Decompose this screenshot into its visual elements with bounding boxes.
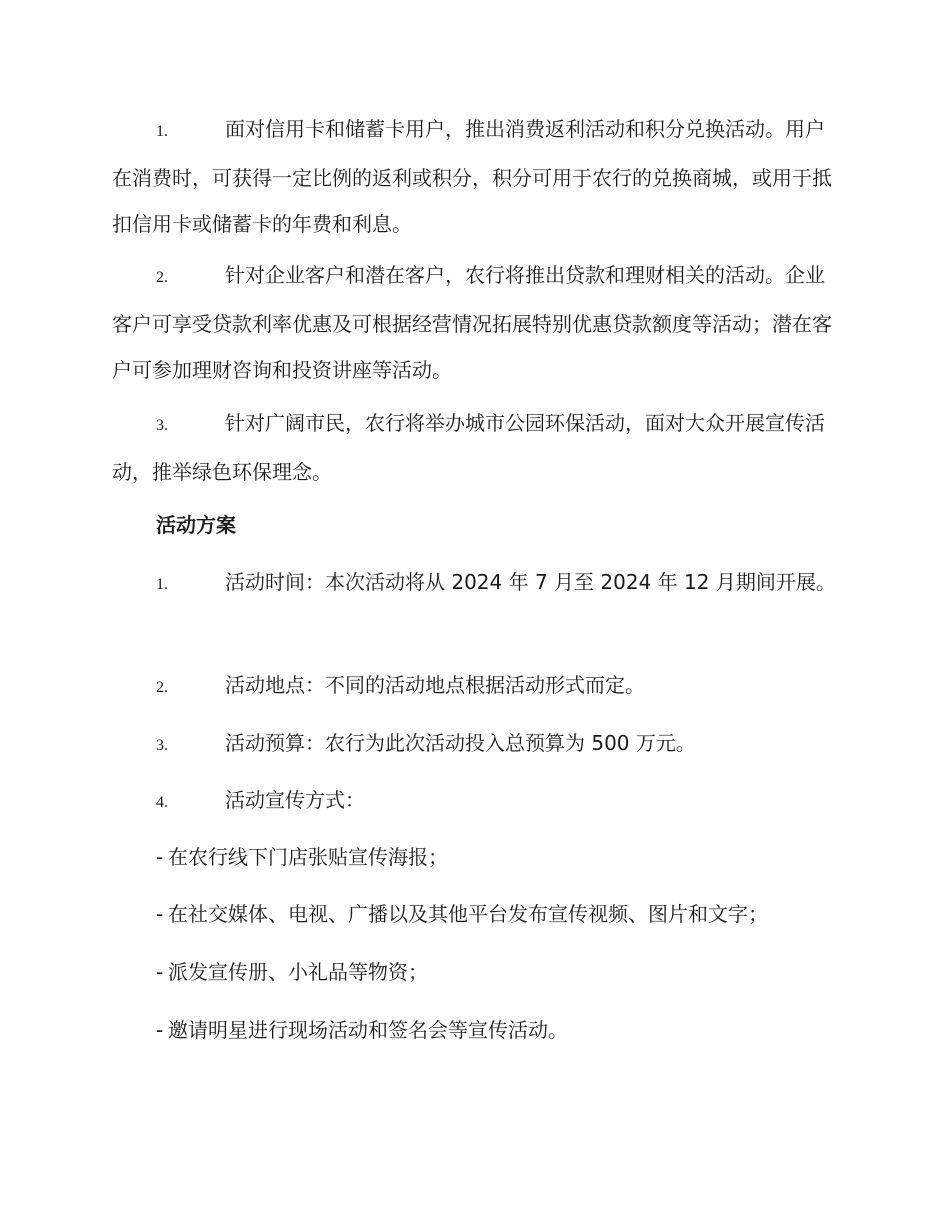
item-text: 活动预算：农行为此次活动投入总预算为 500 万元。 (225, 731, 696, 755)
intro-item-1 (112, 106, 842, 247)
item-number: 1. (156, 576, 168, 593)
item-text: 活动宣传方式： (225, 788, 365, 812)
plan-item-1 (112, 559, 842, 608)
intro-item-2 (112, 252, 842, 393)
item-text: 活动时间：本次活动将从 2024 年 7 月至 2024 年 12 月期间开展。 (225, 570, 836, 594)
bullet-text: 在农行线下门店张贴宣传海报； (168, 845, 448, 869)
bullet-item-3 (156, 949, 428, 995)
section-heading: 活动方案 (156, 513, 236, 537)
bullet-text: 邀请明星进行现场活动和签名会等宣传活动。 (168, 1018, 568, 1042)
bullet-item-4 (156, 1007, 568, 1053)
item-text: 针对企业客户和潜在客户，农行将推出贷款和理财相关的活动。企业客户可享受贷款利率优惠及可根据经营情况拓展特别优惠贷款额度等活动；潜在客户可参加理财咨询和投资讲座等活动。 (112, 263, 832, 382)
bullet-dash: - (156, 845, 164, 869)
plan-item-3 (112, 720, 842, 769)
bullet-dash: - (156, 902, 164, 926)
bullet-dash: - (156, 960, 164, 984)
item-number: 2. (156, 679, 168, 696)
bullet-item-1 (156, 834, 448, 880)
item-text: 活动地点：不同的活动地点根据活动形式而定。 (225, 673, 645, 697)
bullet-item-2 (156, 891, 768, 937)
bullet-text: 派发宣传册、小礼品等物资； (168, 960, 428, 984)
item-number: 1. (156, 123, 168, 140)
bullet-dash: - (156, 1018, 164, 1042)
item-text: 面对信用卡和储蓄卡用户，推出消费返利活动和积分兑换活动。用户在消费时，可获得一定比例的返利或积分，积分可用于农行的兑换商城，或用于抵扣信用卡或储蓄卡的年费和利息。 (112, 117, 832, 236)
item-number: 2. (156, 269, 168, 286)
intro-item-3 (112, 400, 842, 495)
plan-item-4 (112, 777, 842, 826)
item-number: 4. (156, 794, 168, 811)
item-number: 3. (156, 737, 168, 754)
item-text: 针对广阔市民，农行将举办城市公园环保活动，面对大众开展宣传活动，推举绿色环保理念。 (112, 411, 825, 484)
item-number: 3. (156, 417, 168, 434)
bullet-text: 在社交媒体、电视、广播以及其他平台发布宣传视频、图片和文字； (168, 902, 768, 926)
plan-item-2 (112, 662, 842, 711)
